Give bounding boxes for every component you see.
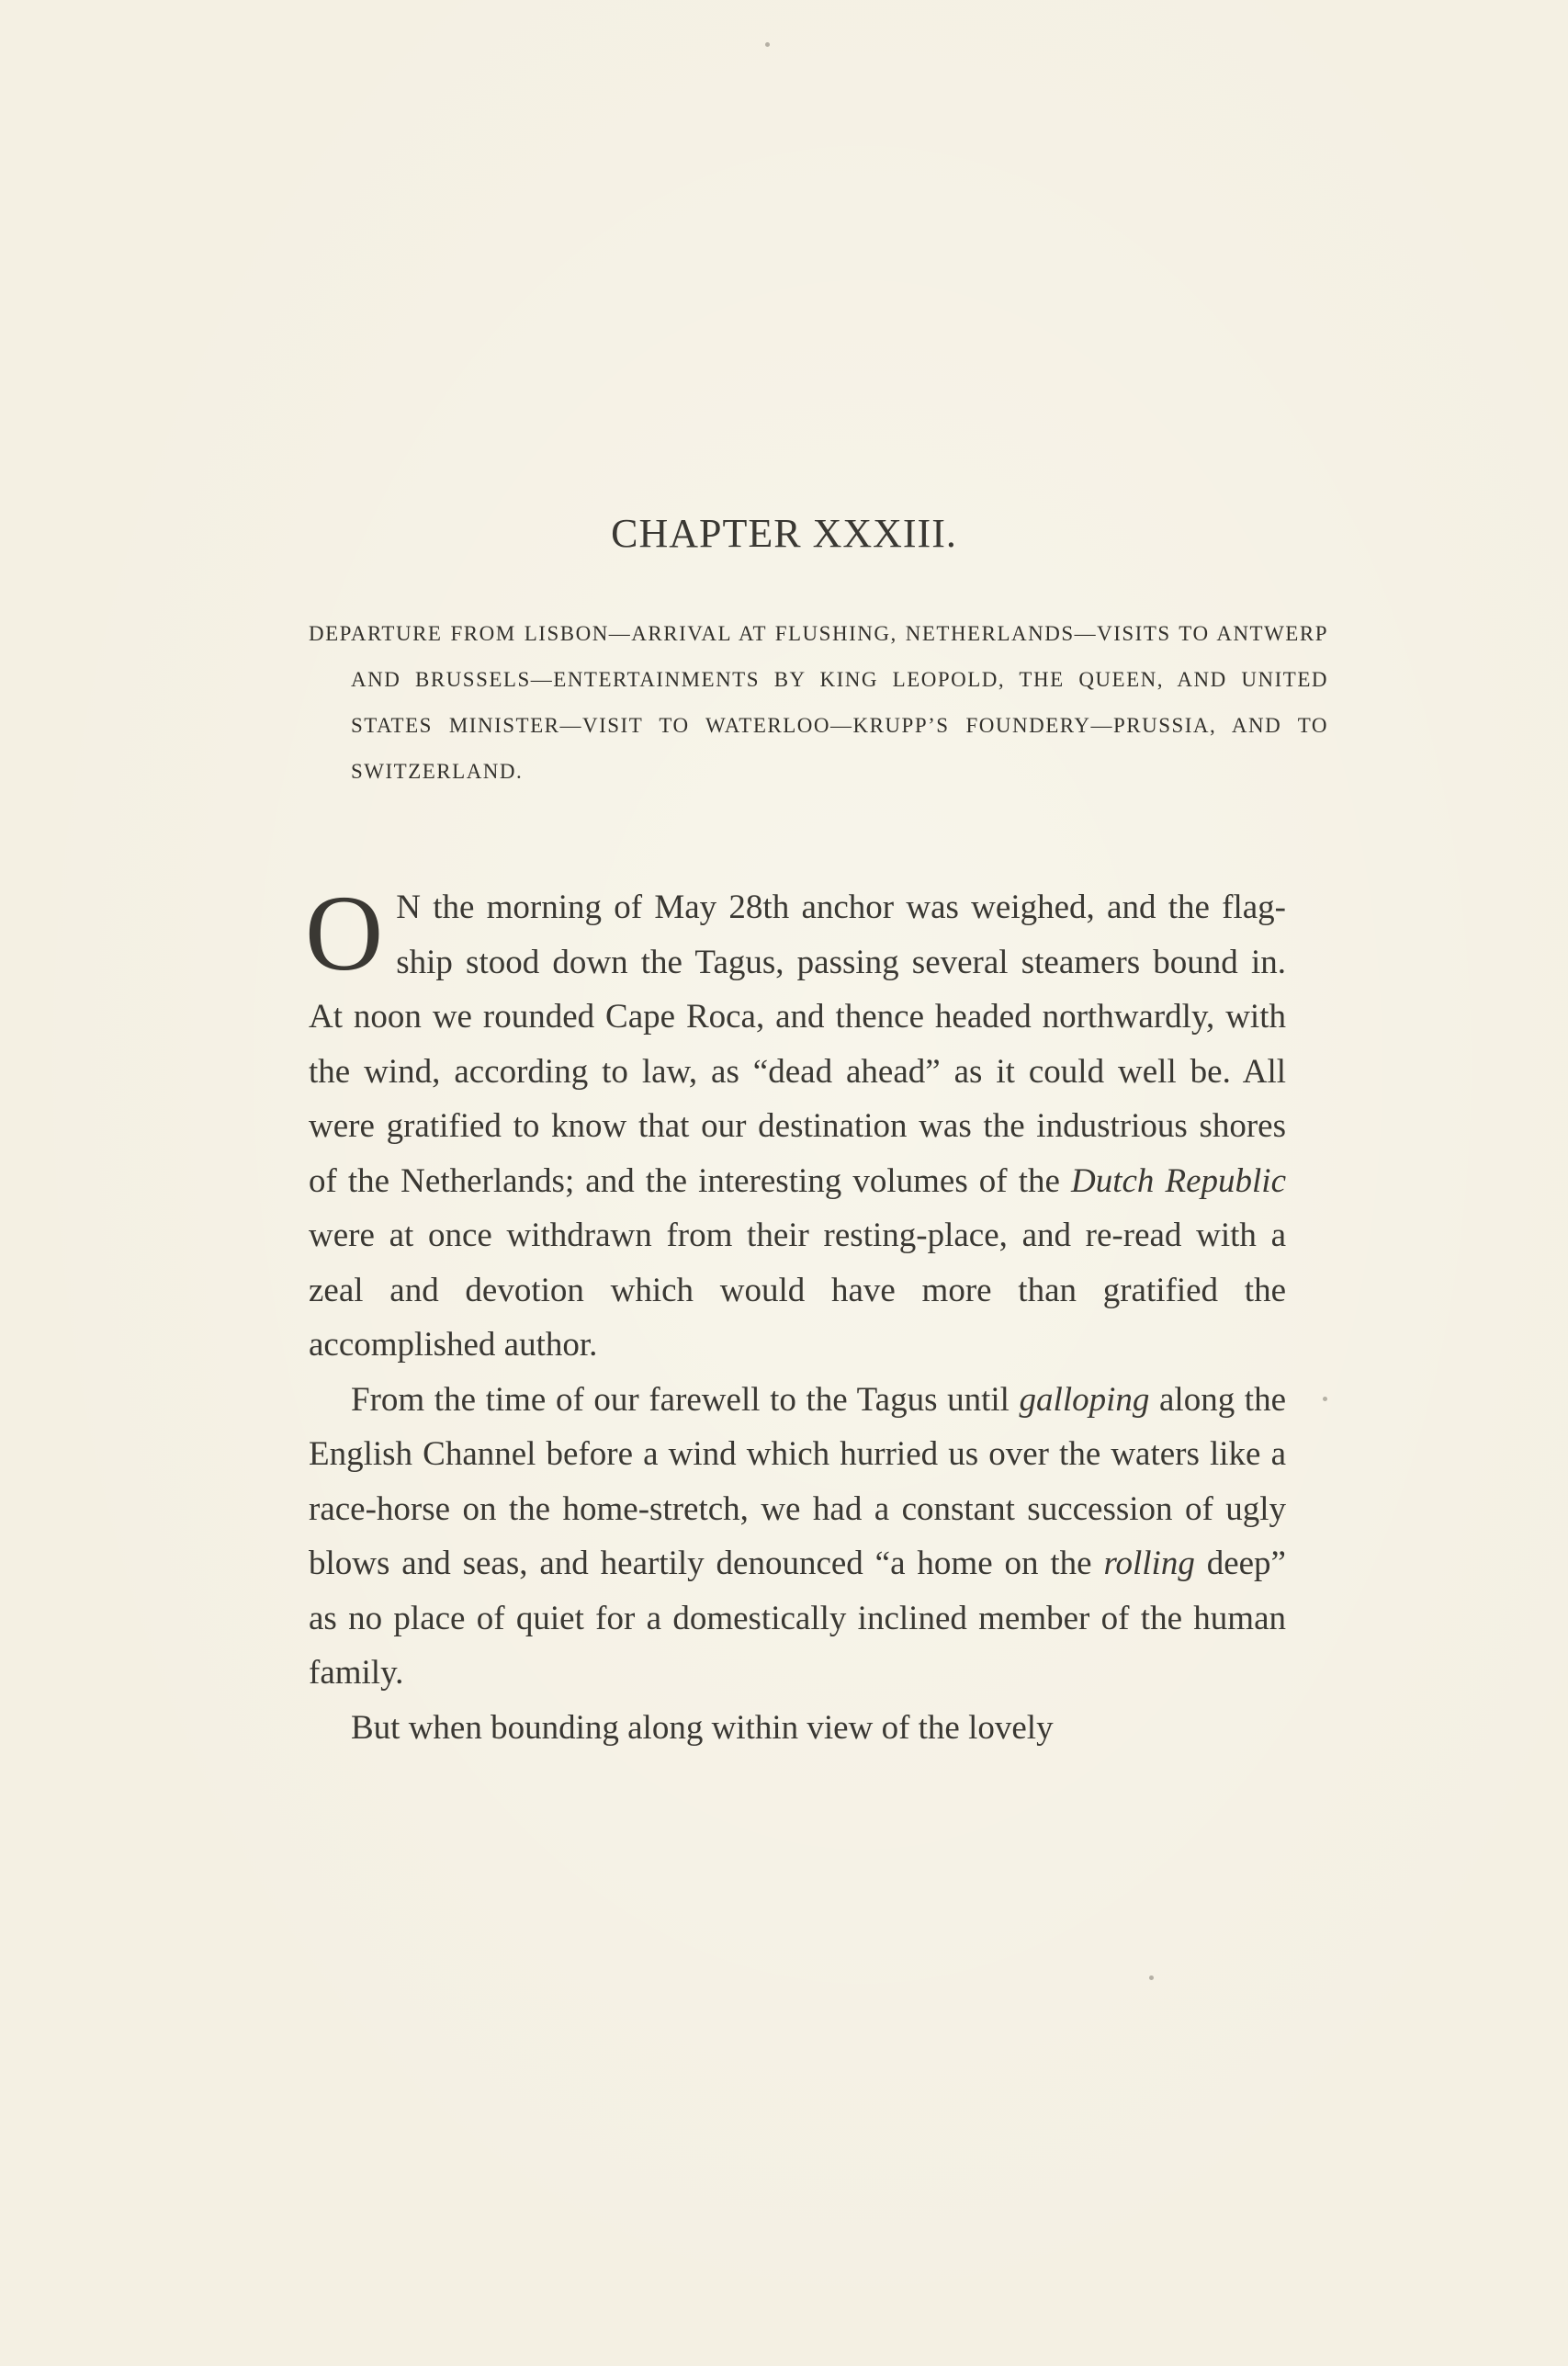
paragraph-3-text-a: But when bounding along within view of the lovely	[351, 1708, 1054, 1747]
paragraph-1	[305, 873, 1286, 1373]
paragraph-1-text-b: were at once withdrawn from their resting-place, and re-read with a zeal and devotion which would have more than gratified the accomplished author.	[309, 1217, 1286, 1364]
emphasis-galloping: galloping	[1019, 1380, 1150, 1419]
body-text	[305, 873, 1287, 1755]
drop-cap: O	[305, 873, 384, 993]
paragraph-2	[309, 1373, 1286, 1701]
book-title-dutch-republic: Dutch Republic	[1070, 1161, 1286, 1200]
paragraph-2-text-b: along the English Channel before a wind which hurried us over the waters like a race-horse on the home-stretch, we had a constant succession of ugly blows and seas, and heartily denounced “a home on the	[309, 1380, 1287, 1582]
paragraph-3	[309, 1701, 1286, 1756]
paragraph-2-text-a: From the time of our farewell to the Tagus until	[351, 1380, 1020, 1419]
chapter-title: CHAPTER XXXIII.	[611, 511, 957, 556]
paper-speck	[765, 42, 770, 47]
paragraph-1-text-a: N the morning of May 28th anchor was weighed, and the flag-ship stood down the Tagus, passing several steamers bound in. At noon we rounded Cape Roca, and thence headed northwardly, with the wind, according to law, as “dead ahead” as it could well be. All were gratified to know that our destination was the industrious shores of the Netherlands; and the interesting volumes of the	[309, 889, 1286, 1200]
paragraph-2-text-c: deep” as no place of quiet for a domestically inclined member of the human family.	[309, 1545, 1286, 1692]
emphasis-rolling: rolling	[1103, 1545, 1195, 1582]
paper-speck	[1323, 1397, 1327, 1401]
paper-speck	[1149, 1975, 1154, 1980]
chapter-summary: DEPARTURE FROM LISBON—ARRIVAL AT FLUSHING, NETHERLANDS—VISITS TO ANTWERP AND BRUSSELS—ENTERTAINMENTS BY KING LEOPOLD, THE QUEEN, AND UNITED STATES MINISTER—VISIT TO WATERLOO—KRUPP’S FOUNDERY—PRUSSIA, AND TO SWITZERLAND.	[309, 622, 1328, 783]
